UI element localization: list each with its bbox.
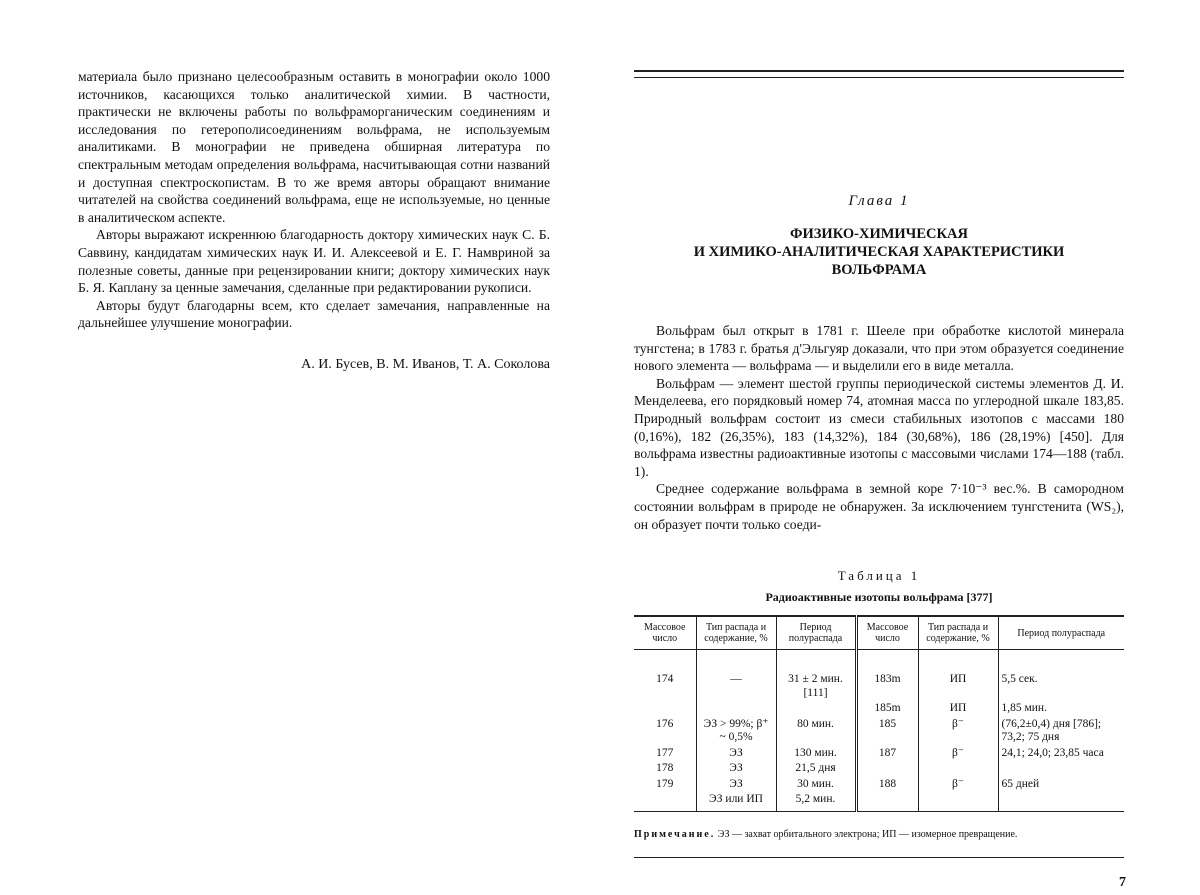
table-cell: ИП bbox=[918, 672, 998, 701]
body-paragraph-1: Вольфрам был открыт в 1781 г. Шееле при обработке кислотой минерала тунгстена; в 1783 г. братья д'Эльгуяр доказали, что при этом образуется соединение нового элемента — вольфрама — и выделили его в виде металла. bbox=[634, 323, 1124, 374]
table-cell bbox=[776, 701, 856, 717]
left-paragraph-3: Авторы будут благодарны всем, кто сделает замечания, направленные на дальнейшее улучшение монографии. bbox=[78, 297, 550, 331]
chapter-title-line-2: И ХИМИКО-АНАЛИТИЧЕСКАЯ ХАРАКТЕРИСТИКИ bbox=[693, 244, 1065, 260]
chapter-label: Глава 1 bbox=[848, 193, 910, 209]
table-cell: 176 bbox=[656, 717, 674, 730]
table-note-label: Примечание. bbox=[634, 829, 716, 840]
table-cell: 80 мин. bbox=[776, 717, 856, 746]
table-cell bbox=[918, 792, 998, 811]
table-cell: 177 bbox=[656, 746, 674, 759]
table-cell: 187 bbox=[856, 746, 918, 762]
header-mass-number-1: Массовое число bbox=[634, 616, 696, 650]
table-cell: 185 bbox=[856, 717, 918, 746]
left-paragraph-2: Авторы выражают искреннюю благодарность доктору химических наук С. Б. Саввину, кандидатам химических наук И. И. Алексеевой и Е. Г. Намвриной за полезные советы, данные при рецензировании книги; доктору химических наук Б. Я. Каплану за ценные замечания, сделанные при редактировании рукописи. bbox=[78, 227, 550, 296]
left-paragraph-1: материала было признано целесообразным оставить в монографии около 1000 источников, касающихся только аналитической химии. В частности, практически не включены работы по вольфраморганическим соединениям и исследования по гетерополисоединениям вольфрама, не используемым аналитиками. В монографии не приведена обширная литература по спектральным методам определения вольфрама, насчитывающая сотни названий и доступная спектроскопистам. В то же время авторы обращают внимание читателей на свойства соединений вольфрама, еще не используемые, но ценные в аналитическом аспекте. bbox=[78, 69, 550, 225]
chapter-title-line-3: ВОЛЬФРАМА bbox=[831, 262, 927, 278]
table-cell: 178 bbox=[656, 762, 674, 774]
table-header-row bbox=[634, 616, 1124, 650]
header-half-life-2: Период полураспада bbox=[998, 616, 1124, 650]
table-cell: 5,2 мин. bbox=[776, 792, 856, 811]
authors-signature: А. И. Бусев, В. М. Иванов, Т. А. Соколова bbox=[301, 356, 550, 372]
table-cell: 31 ± 2 мин. [111] bbox=[776, 672, 856, 701]
table-cell: 183m bbox=[856, 672, 918, 701]
table-cell: β⁻ bbox=[918, 746, 998, 762]
table-cell: ЭЗ bbox=[696, 746, 776, 762]
page-number: 7 bbox=[1119, 875, 1126, 890]
table-note bbox=[634, 829, 1124, 840]
table-cell bbox=[918, 761, 998, 777]
table-row bbox=[634, 717, 1124, 746]
table-cell: 24,1; 24,0; 23,85 часа bbox=[998, 746, 1124, 762]
table-cell: β⁻ bbox=[918, 777, 998, 793]
table-cell bbox=[634, 701, 696, 717]
header-decay-type-1: Тип распада и содержание, % bbox=[696, 616, 776, 650]
table-cell: ЭЗ bbox=[696, 777, 776, 793]
header-half-life-1: Период полураспада bbox=[776, 616, 856, 650]
table-cell: 130 мин. bbox=[776, 746, 856, 762]
table-label: Таблица 1 bbox=[837, 568, 921, 583]
table-cell bbox=[856, 792, 918, 811]
table-cell: ЭЗ > 99%; β⁺ ~ 0,5% bbox=[696, 717, 776, 746]
table-row bbox=[634, 777, 1124, 793]
chapter-title-line-1: ФИЗИКО-ХИМИЧЕСКАЯ bbox=[790, 226, 968, 242]
header-decay-type-2: Тип распада и содержание, % bbox=[918, 616, 998, 650]
table-cell: 5,5 сек. bbox=[998, 672, 1124, 701]
table-cell: 1,85 мин. bbox=[998, 701, 1124, 717]
table-cell: (76,2±0,4) дня [786]; 73,2; 75 дня bbox=[998, 717, 1124, 746]
table-cell: 188 bbox=[856, 777, 918, 793]
header-mass-number-2: Массовое число bbox=[856, 616, 918, 650]
table-row bbox=[634, 746, 1124, 762]
table-cell bbox=[856, 761, 918, 777]
table-cell: 65 дней bbox=[998, 777, 1124, 793]
footer-rule bbox=[634, 857, 1124, 858]
header-double-rule bbox=[634, 70, 1124, 78]
table-cell: β⁻ bbox=[918, 717, 998, 746]
isotope-table bbox=[634, 615, 1124, 812]
table-row bbox=[634, 761, 1124, 777]
chapter-title bbox=[634, 225, 1124, 279]
table-note-text: ЭЗ — захват орбитального электрона; ИП — изомерное превращение. bbox=[717, 829, 1018, 840]
table-cell bbox=[696, 701, 776, 717]
body-paragraph-3: Среднее содержание вольфрама в земной коре 7·10⁻³ вес.%. В самородном состоянии вольфрам в природе не обнаружен. За исключением тунгстенита (WS₂), он образует почти только соеди- bbox=[634, 481, 1124, 532]
table-row bbox=[634, 672, 1124, 701]
table-cell: ЭЗ bbox=[696, 761, 776, 777]
table-cell: 174 bbox=[656, 673, 674, 685]
table-cell: 179 bbox=[656, 777, 674, 790]
left-page bbox=[78, 68, 550, 374]
table-row bbox=[634, 792, 1124, 811]
table-cell bbox=[998, 792, 1124, 811]
table-cell: ИП bbox=[918, 701, 998, 717]
table-caption: Радиоактивные изотопы вольфрама [377] bbox=[765, 590, 993, 604]
table-cell: 21,5 дня bbox=[776, 761, 856, 777]
table-cell: 30 мин. bbox=[776, 777, 856, 793]
table-cell: 185m bbox=[856, 701, 918, 717]
table-cell bbox=[634, 792, 696, 811]
body-paragraph-2: Вольфрам — элемент шестой группы периодической системы элементов Д. И. Менделеева, его порядковый номер 74, атомная масса по углеродной шкале 183,85. Природный вольфрам состоит из смеси стабильных изотопов с массами 180 (0,16%), 182 (26,35%), 183 (14,32%), 184 (30,68%), 186 (28,19%) [450]. Для вольфрама известны радиоактивные изотопы с массовыми числами 174—188 (табл. 1). bbox=[634, 375, 1124, 479]
chapter-body bbox=[634, 322, 1124, 533]
table-cell: — bbox=[696, 672, 776, 701]
table-cell: ЭЗ или ИП bbox=[696, 792, 776, 811]
table-cell bbox=[998, 761, 1124, 777]
table-row bbox=[634, 701, 1124, 717]
